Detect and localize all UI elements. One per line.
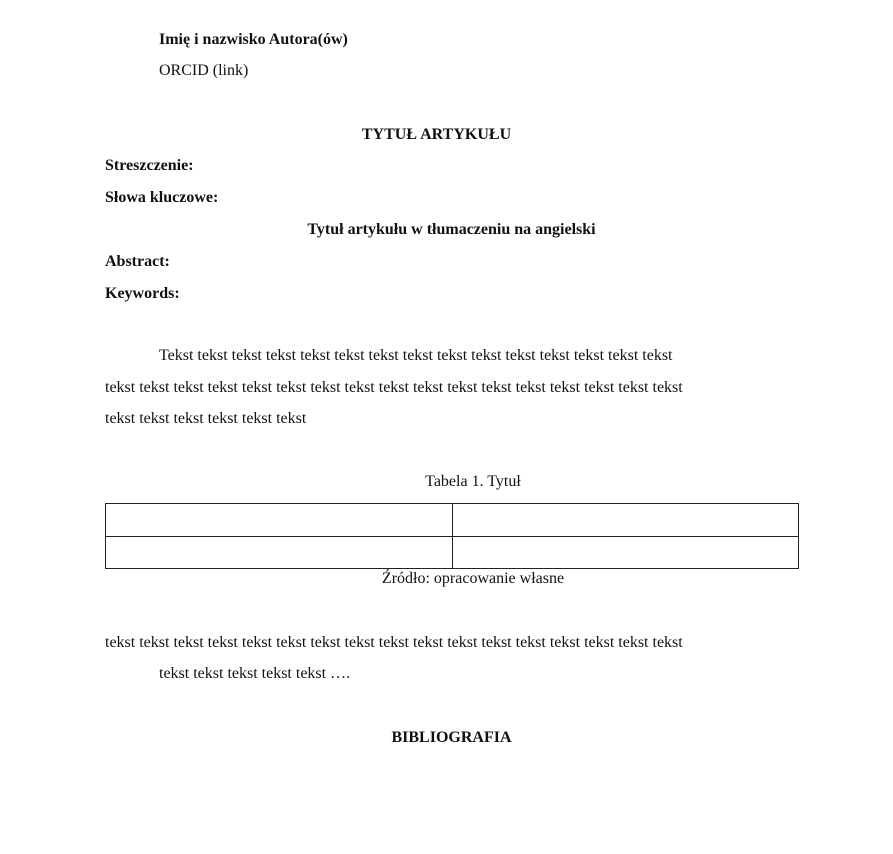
table-cell	[453, 536, 799, 569]
bibliography-heading: BIBLIOGRAFIA	[391, 729, 512, 746]
keywords-pl-label: Słowa kluczowe:	[105, 189, 219, 206]
abstract-en-label: Abstract:	[105, 253, 170, 270]
body-paragraph-line: tekst tekst tekst tekst tekst tekst	[105, 410, 307, 427]
body-paragraph-line: tekst tekst tekst tekst tekst ….	[159, 665, 351, 682]
body-paragraph-line: tekst tekst tekst tekst tekst tekst tekst tekst tekst tekst tekst tekst tekst tekst tekst tekst tekst	[105, 379, 683, 396]
table-caption: Tabela 1. Tytuł	[425, 473, 521, 490]
body-paragraph-line: Tekst tekst tekst tekst tekst tekst tekst tekst tekst tekst tekst tekst tekst tekst tekst	[159, 347, 673, 364]
data-table	[105, 503, 799, 569]
author-name: Imię i nazwisko Autora(ów)	[159, 31, 348, 48]
abstract-pl-label: Streszczenie:	[105, 157, 194, 174]
table-row	[106, 536, 799, 569]
keywords-en-label: Keywords:	[105, 285, 180, 302]
table-cell	[106, 536, 453, 569]
table-cell	[106, 504, 453, 537]
table-source: Źródło: opracowanie własne	[381, 570, 565, 587]
body-paragraph-line: tekst tekst tekst tekst tekst tekst tekst tekst tekst tekst tekst tekst tekst tekst tekst tekst tekst	[105, 634, 683, 651]
article-title: TYTUŁ ARTYKUŁU	[361, 126, 512, 143]
table-cell	[453, 504, 799, 537]
table-row	[106, 504, 799, 537]
translated-title: Tytuł artykułu w tłumaczeniu na angielski	[307, 221, 596, 238]
orcid-link[interactable]: ORCID (link)	[159, 62, 249, 79]
